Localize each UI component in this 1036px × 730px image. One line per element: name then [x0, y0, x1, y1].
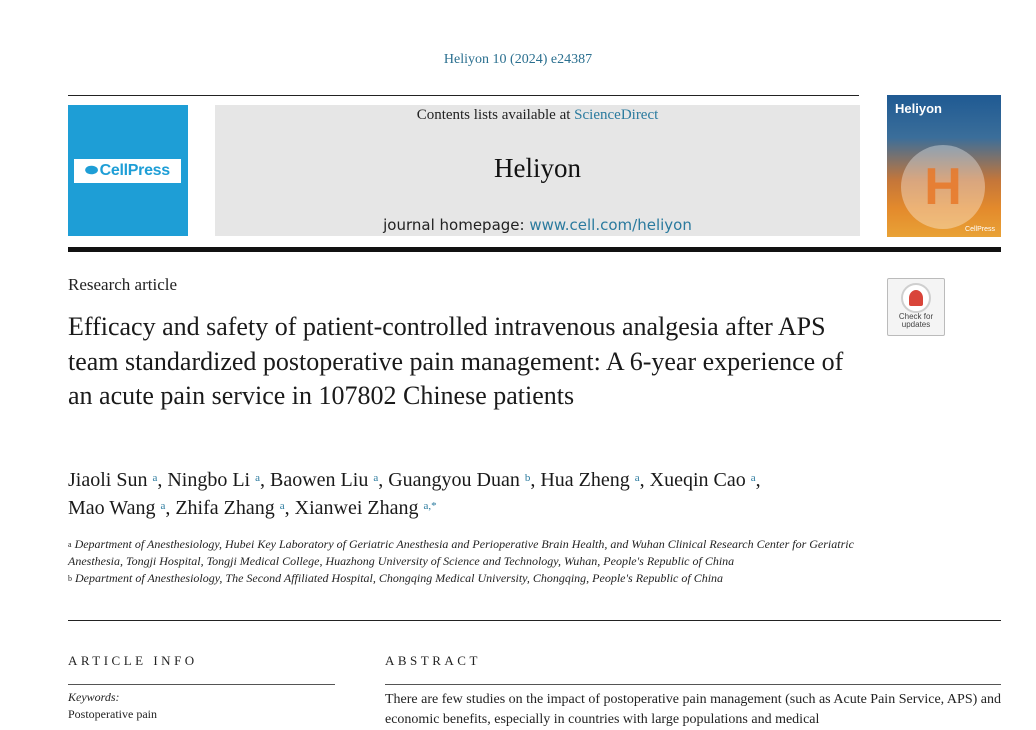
keyword[interactable]: Postoperative pain: [68, 707, 157, 721]
section-rule: [68, 620, 1001, 621]
article-type: Research article: [68, 275, 178, 294]
cover-letter: H: [924, 158, 962, 216]
masthead-rule: [68, 247, 1001, 252]
cover-publisher: CellPress: [965, 226, 995, 233]
author[interactable]: Baowen Liu $^a$: [270, 469, 379, 491]
affiliation: $^b$ Department of Anesthesiology, The Second Affiliated Hospital, Chongqing Medical University, Chongqing, People's Republic of China: [68, 571, 724, 585]
author[interactable]: Zhifa Zhang $^a$: [175, 497, 285, 519]
author[interactable]: Mao Wang $^a$: [68, 497, 166, 519]
article-title: Efficacy and safety of patient-controlled intravenous analgesia after APS team standardized postoperative pain management: A 6-year experience of an acute pain service in 107802 Chinese patients: [68, 312, 844, 410]
article-info-rule: [68, 684, 335, 685]
journal-homepage: journal homepage: www.cell.com/heliyon: [383, 216, 692, 234]
check-updates-icon: [901, 283, 931, 313]
keywords-label: Keywords:: [68, 690, 120, 704]
affiliations: [68, 536, 868, 587]
abstract-heading: ABSTRACT: [385, 653, 481, 668]
author[interactable]: Ningbo Li $^a$: [167, 469, 261, 491]
check-for-updates-button[interactable]: [887, 278, 945, 336]
journal-title: Heliyon: [494, 153, 581, 183]
journal-citation[interactable]: Heliyon 10 (2024) e24387: [443, 52, 593, 67]
journal-homepage-link[interactable]: www.cell.com/heliyon: [529, 216, 692, 234]
journal-masthead: [215, 105, 860, 236]
sciencedirect-link[interactable]: ScienceDirect: [574, 107, 659, 123]
publisher-logo-panel[interactable]: [68, 105, 188, 236]
contents-availability: Contents lists available at ScienceDirect: [416, 107, 659, 123]
abstract-text: There are few studies on the impact of postoperative pain management (such as Acute Pain Service, APS) and economic benefits, especially in countries with large populations and medical: [385, 692, 1001, 727]
header-rule: [68, 95, 859, 96]
article-info-heading: ARTICLE INFO: [68, 653, 198, 668]
author[interactable]: Guangyou Duan $^b$: [388, 469, 531, 491]
author[interactable]: Xianwei Zhang $^{a,*}$: [294, 497, 437, 519]
author[interactable]: Xueqin Cao $^a$: [649, 469, 756, 491]
check-updates-label: Check for updates: [898, 312, 934, 329]
journal-cover-image[interactable]: [887, 95, 1001, 237]
abstract-rule: [385, 684, 1001, 685]
cover-title: Heliyon: [895, 101, 942, 116]
author-list: Jiaoli Sun $^a$, Ningbo Li $^a$, Baowen Liu $^a$, Guangyou Duan $^b$, Hua Zheng $^a$, Xueqin Cao $^a$, Mao Wang $^a$, Zhifa Zhang $^a$, Xianwei Zhang $^{a,*}$: [68, 469, 761, 519]
cellpress-logo: ⬬ CellPress: [74, 159, 181, 183]
cellpress-mark-icon: ⬬: [85, 162, 98, 179]
affiliation: $^a$ Department of Anesthesiology, Hubei Key Laboratory of Geriatric Anesthesia and Perioperative Brain Health, and Wuhan Clinical Research Center for Geriatric Anesthesia, Tongji Hospital, Tongji Medical College, Huazhong University of Science and Technology, Wuhan, People's Republic of China: [68, 537, 854, 568]
author[interactable]: Jiaoli Sun $^a$: [68, 469, 158, 491]
author[interactable]: Hua Zheng $^a$: [540, 469, 640, 491]
